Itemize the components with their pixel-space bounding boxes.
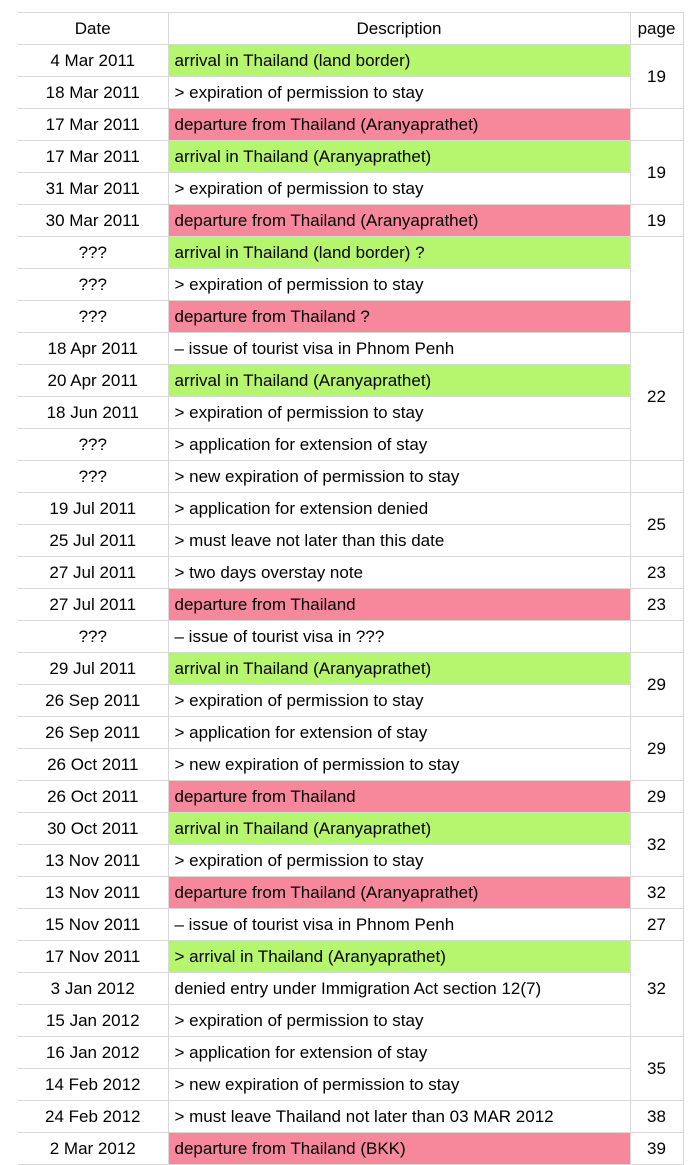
row-page: 19 [630,45,683,109]
row-description: > new expiration of permission to stay [168,461,630,493]
row-page [630,237,683,333]
table-row [18,109,683,141]
row-description-arrival: arrival in Thailand (land border) ? [168,237,630,269]
table-row [18,621,683,653]
table-row [18,685,683,717]
header-date: Date [18,13,168,45]
row-date: 18 Jun 2011 [18,397,168,429]
row-date: ??? [18,461,168,493]
table-row [18,173,683,205]
row-date: 16 Jan 2012 [18,1037,168,1069]
row-date: 2 Mar 2012 [18,1133,168,1165]
row-page [630,461,683,493]
table-row [18,1133,683,1165]
table-row [18,141,683,173]
table-row [18,877,683,909]
row-description: > new expiration of permission to stay [168,749,630,781]
row-page: 32 [630,813,683,877]
row-date: 26 Oct 2011 [18,749,168,781]
row-description-departure: departure from Thailand (Aranyaprathet) [168,877,630,909]
table-row [18,909,683,941]
table-row [18,397,683,429]
row-description: > must leave Thailand not later than 03 MAR 2012 [168,1101,630,1133]
row-description-arrival: > arrival in Thailand (Aranyaprathet) [168,941,630,973]
row-description-arrival: arrival in Thailand (Aranyaprathet) [168,365,630,397]
header-row [18,13,683,45]
row-date: 26 Sep 2011 [18,717,168,749]
table-row [18,493,683,525]
row-page: 29 [630,653,683,717]
row-date: ??? [18,621,168,653]
table-row [18,1005,683,1037]
row-page: 38 [630,1101,683,1133]
row-date: ??? [18,237,168,269]
row-page: 19 [630,205,683,237]
timeline-document [18,12,684,1165]
row-description: > expiration of permission to stay [168,685,630,717]
row-description: > application for extension of stay [168,717,630,749]
row-date: 26 Sep 2011 [18,685,168,717]
table-row [18,45,683,77]
row-description: > expiration of permission to stay [168,845,630,877]
table-row [18,333,683,365]
row-page [630,621,683,653]
row-date: 30 Oct 2011 [18,813,168,845]
row-date: 29 Jul 2011 [18,653,168,685]
row-description: > new expiration of permission to stay [168,1069,630,1101]
table-row [18,813,683,845]
row-description-departure: departure from Thailand [168,589,630,621]
row-description-departure: departure from Thailand [168,781,630,813]
table-row [18,269,683,301]
table-row [18,461,683,493]
row-date: 24 Feb 2012 [18,1101,168,1133]
header-page: page [630,13,683,45]
header-description: Description [168,13,630,45]
row-date: 17 Nov 2011 [18,941,168,973]
table-row [18,237,683,269]
row-page: 35 [630,1037,683,1101]
row-description: > expiration of permission to stay [168,397,630,429]
row-date: 4 Mar 2011 [18,45,168,77]
row-description: > expiration of permission to stay [168,173,630,205]
row-description: > expiration of permission to stay [168,269,630,301]
row-description: > application for extension of stay [168,1037,630,1069]
table-row [18,1069,683,1101]
table-row [18,973,683,1005]
row-date: 18 Mar 2011 [18,77,168,109]
table-row [18,1037,683,1069]
row-date: 15 Jan 2012 [18,1005,168,1037]
table-row [18,77,683,109]
row-date: 30 Mar 2011 [18,205,168,237]
row-date: ??? [18,269,168,301]
row-date: ??? [18,429,168,461]
row-description: – issue of tourist visa in ??? [168,621,630,653]
row-page: 29 [630,781,683,813]
row-description-arrival: arrival in Thailand (Aranyaprathet) [168,653,630,685]
row-date: 27 Jul 2011 [18,589,168,621]
row-description-departure: departure from Thailand (BKK) [168,1133,630,1165]
table-row [18,301,683,333]
table-row [18,429,683,461]
row-description: > application for extension denied [168,493,630,525]
table-row [18,557,683,589]
row-page: 32 [630,877,683,909]
row-date: 17 Mar 2011 [18,109,168,141]
table-row [18,781,683,813]
row-date: ??? [18,301,168,333]
row-page: 23 [630,557,683,589]
row-description: > must leave not later than this date [168,525,630,557]
row-date: 31 Mar 2011 [18,173,168,205]
table-row [18,717,683,749]
row-date: 26 Oct 2011 [18,781,168,813]
row-page [630,109,683,141]
row-page: 19 [630,141,683,205]
row-date: 13 Nov 2011 [18,845,168,877]
table-row [18,941,683,973]
row-page: 25 [630,493,683,557]
row-description-departure: departure from Thailand (Aranyaprathet) [168,109,630,141]
table-row [18,525,683,557]
table-row [18,365,683,397]
row-date: 25 Jul 2011 [18,525,168,557]
table-row [18,749,683,781]
row-date: 27 Jul 2011 [18,557,168,589]
row-description: – issue of tourist visa in Phnom Penh [168,909,630,941]
row-description-arrival: arrival in Thailand (Aranyaprathet) [168,813,630,845]
row-date: 3 Jan 2012 [18,973,168,1005]
row-description: > expiration of permission to stay [168,77,630,109]
row-page: 39 [630,1133,683,1165]
table-row [18,589,683,621]
row-page: 23 [630,589,683,621]
timeline-table [18,12,684,1165]
row-description-arrival: arrival in Thailand (land border) [168,45,630,77]
table-row [18,1101,683,1133]
row-page: 27 [630,909,683,941]
table-row [18,653,683,685]
row-date: 15 Nov 2011 [18,909,168,941]
table-body [18,45,683,1165]
row-page: 22 [630,333,683,461]
row-description-arrival: arrival in Thailand (Aranyaprathet) [168,141,630,173]
row-description-departure: departure from Thailand (Aranyaprathet) [168,205,630,237]
row-page: 32 [630,941,683,1037]
table-row [18,845,683,877]
row-date: 13 Nov 2011 [18,877,168,909]
row-date: 20 Apr 2011 [18,365,168,397]
row-description-departure: departure from Thailand ? [168,301,630,333]
row-description: > two days overstay note [168,557,630,589]
row-date: 18 Apr 2011 [18,333,168,365]
row-description: > expiration of permission to stay [168,1005,630,1037]
row-description: – issue of tourist visa in Phnom Penh [168,333,630,365]
row-date: 19 Jul 2011 [18,493,168,525]
table-row [18,205,683,237]
row-page: 29 [630,717,683,781]
row-description: > application for extension of stay [168,429,630,461]
row-date: 14 Feb 2012 [18,1069,168,1101]
row-description: denied entry under Immigration Act section 12(7) [168,973,630,1005]
row-date: 17 Mar 2011 [18,141,168,173]
